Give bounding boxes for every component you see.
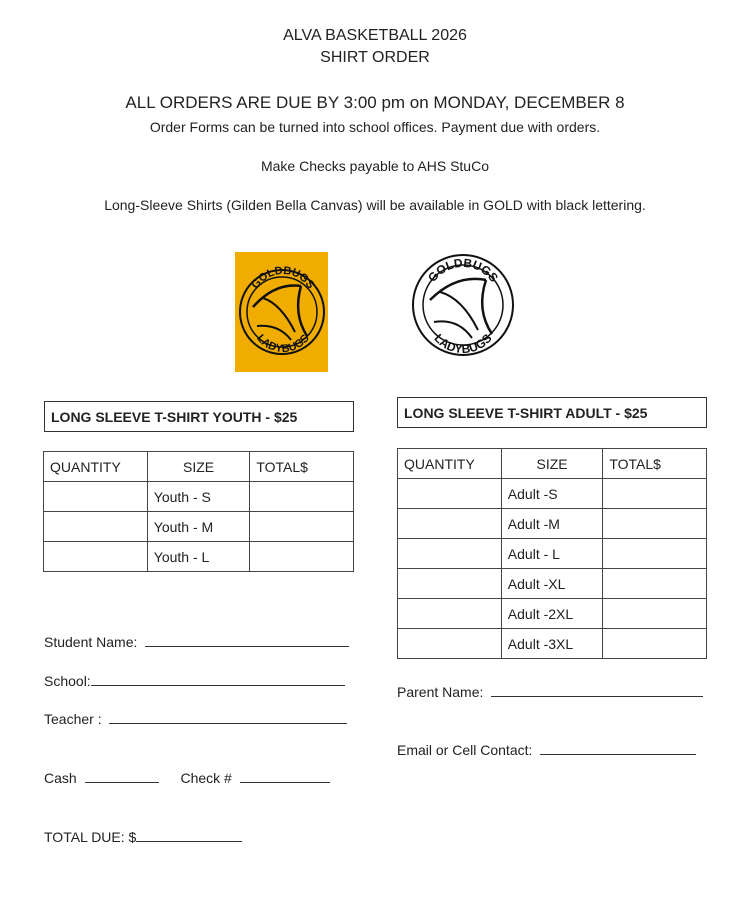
youth-m-size-cell: Youth - M <box>147 512 250 542</box>
quantity-header: QUANTITY <box>44 452 148 482</box>
adult-3xl-size-cell: Adult -3XL <box>501 629 603 659</box>
school-label: School: <box>44 673 91 689</box>
cash-line[interactable] <box>85 770 159 783</box>
parent-name-field <box>397 684 703 700</box>
youth-l-size-cell: Youth - L <box>147 542 250 572</box>
table-row <box>398 629 707 659</box>
youth-l-total-cell[interactable] <box>250 542 354 572</box>
school-line[interactable] <box>91 673 345 686</box>
table-row <box>44 482 354 512</box>
student-name-label: Student Name: <box>44 634 138 650</box>
student-name-line[interactable] <box>145 634 349 647</box>
ladybugs-text-white: LADYBUGS <box>431 331 495 357</box>
gold-shirt-logo <box>235 252 328 377</box>
youth-s-size-cell: Youth - S <box>147 482 250 512</box>
total-due-line[interactable] <box>136 829 242 842</box>
adult-2xl-size-cell: Adult -2XL <box>501 599 603 629</box>
teacher-line[interactable] <box>109 711 347 724</box>
table-row <box>398 479 707 509</box>
youth-title-box: LONG SLEEVE T-SHIRT YOUTH - $25 <box>44 401 354 432</box>
table-row <box>44 512 354 542</box>
table-row <box>398 539 707 569</box>
youth-m-total-cell[interactable] <box>250 512 354 542</box>
adult-l-total-cell[interactable] <box>603 539 707 569</box>
adult-xl-quantity-cell[interactable] <box>398 569 502 599</box>
goldbugs-text: GOLDBUGS <box>249 264 317 292</box>
page-title: ALVA BASKETBALL 2026 <box>283 27 467 44</box>
teacher-field <box>44 711 347 727</box>
parent-name-line[interactable] <box>491 684 703 697</box>
table-row <box>398 599 707 629</box>
adult-l-size-cell: Adult - L <box>501 539 603 569</box>
order-forms-note: Order Forms can be turned into school offices. Payment due with orders. <box>149 119 601 135</box>
adult-2xl-quantity-cell[interactable] <box>398 599 502 629</box>
payment-field <box>44 770 330 786</box>
student-name-field <box>44 634 349 650</box>
cash-label: Cash <box>44 770 77 786</box>
quantity-header: QUANTITY <box>398 449 502 479</box>
table-header-row <box>398 449 707 479</box>
table-header-row <box>44 452 354 482</box>
total-header: TOTAL$ <box>250 452 354 482</box>
adult-xl-size-cell: Adult -XL <box>501 569 603 599</box>
adult-s-total-cell[interactable] <box>603 479 707 509</box>
size-header: SIZE <box>147 452 250 482</box>
due-notice: ALL ORDERS ARE DUE BY 3:00 pm on MONDAY, DECEMBER 8 <box>125 93 625 112</box>
table-row <box>398 569 707 599</box>
email-contact-field <box>397 742 696 758</box>
youth-s-total-cell[interactable] <box>250 482 354 512</box>
youth-m-quantity-cell[interactable] <box>44 512 148 542</box>
adult-order-table <box>397 448 707 659</box>
email-contact-label: Email or Cell Contact: <box>397 742 533 758</box>
check-label: Check # <box>180 770 232 786</box>
adult-2xl-total-cell[interactable] <box>603 599 707 629</box>
adult-title-box: LONG SLEEVE T-SHIRT ADULT - $25 <box>397 397 707 428</box>
total-header: TOTAL$ <box>603 449 707 479</box>
school-field <box>44 673 345 689</box>
size-header: SIZE <box>501 449 603 479</box>
goldbugs-text-white: GOLDBUGS <box>425 255 501 285</box>
adult-l-quantity-cell[interactable] <box>398 539 502 569</box>
table-row <box>44 542 354 572</box>
shirts-note: Long-Sleeve Shirts (Gilden Bella Canvas) will be available in GOLD with black lettering. <box>104 197 646 213</box>
parent-name-label: Parent Name: <box>397 684 484 700</box>
page-subtitle: SHIRT ORDER <box>320 49 430 66</box>
check-line[interactable] <box>240 770 330 783</box>
checks-note: Make Checks payable to AHS StuCo <box>260 158 489 174</box>
total-due-label: TOTAL DUE: $ <box>44 829 137 845</box>
youth-s-quantity-cell[interactable] <box>44 482 148 512</box>
adult-s-quantity-cell[interactable] <box>398 479 502 509</box>
table-row <box>398 509 707 539</box>
adult-m-size-cell: Adult -M <box>501 509 603 539</box>
adult-s-size-cell: Adult -S <box>501 479 603 509</box>
adult-xl-total-cell[interactable] <box>603 569 707 599</box>
teacher-label: Teacher : <box>44 711 102 727</box>
white-shirt-logo <box>410 252 516 363</box>
email-contact-line[interactable] <box>540 742 696 755</box>
youth-order-table <box>43 451 354 572</box>
total-due-field <box>44 829 242 845</box>
youth-l-quantity-cell[interactable] <box>44 542 148 572</box>
ladybugs-text: LADYBUGS <box>254 332 312 356</box>
adult-m-quantity-cell[interactable] <box>398 509 502 539</box>
adult-3xl-quantity-cell[interactable] <box>398 629 502 659</box>
adult-3xl-total-cell[interactable] <box>603 629 707 659</box>
adult-m-total-cell[interactable] <box>603 509 707 539</box>
